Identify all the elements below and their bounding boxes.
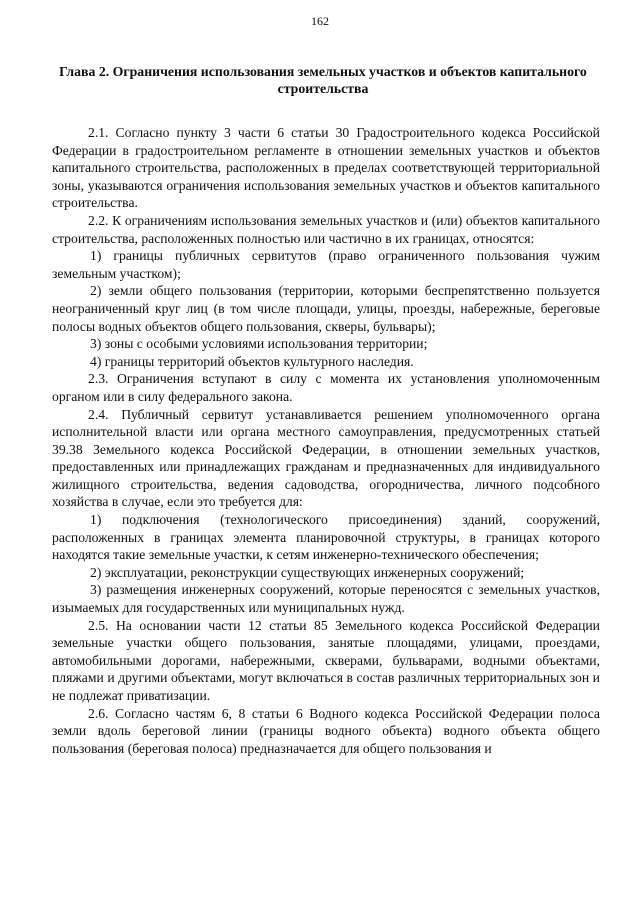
page-number: 162 (311, 14, 329, 28)
paragraph-2-1: 2.1. Согласно пункту 3 части 6 статьи 30 Градостроительного кодекса Российской Федерации в градостроительном регламенте в отношении земельных участков и объектов капитального строительства, расположенных в пределах соответствующей территориальной зоны, указываются ограничения использования земельных участков и объектов капитального строительства. (52, 125, 600, 211)
chapter-title: Глава 2. Ограничения использования земельных участков и объектов капитального строительства (59, 64, 587, 96)
list-item-2-4-1: 1) подключения (технологического присоединения) зданий, сооружений, расположенных в границах элемента планировочной структуры, в границах которого находятся такие земельные участки, к сетям инженерно-технического обеспечения; (52, 512, 600, 563)
list-item-2-2-2: 2) земли общего пользования (территории, которыми беспрепятственно пользуется неограниченный круг лиц (в том числе площади, улицы, проезды, набережные, береговые полосы водных объектов общего пользования, скверы, бульвары); (52, 283, 600, 334)
list-item-2-2-4: 4) границы территорий объектов культурного наследия. (90, 353, 414, 369)
paragraph-2-6: 2.6. Согласно частям 6, 8 статьи 6 Водного кодекса Российской Федерации полоса земли вдоль береговой линии (границы водного объекта) водного объекта общего пользования (береговая полоса) предназначается для общего пользования и (52, 705, 600, 756)
document-body (52, 124, 600, 757)
list-item-2-2-1: 1) границы публичных сервитутов (право ограниченного пользования чужим земельным участком); (52, 248, 600, 281)
paragraph-2-2: 2.2. К ограничениям использования земельных участков и (или) объектов капитального строительства, расположенных полностью или частично в их границах, относятся: (52, 212, 600, 246)
paragraph-2-4: 2.4. Публичный сервитут устанавливается решением уполномоченного органа исполнительной власти или органа местного самоуправления, предусмотренных статьей 39.38 Земельного кодекса Российской Федерации, в отношении земельных участков, предоставленных или принадлежащих гражданам и предназначенных для индивидуального жилищного строительства, ведения садоводства, огородничества, личного подсобного хозяйства в случае, если это требуется для: (52, 406, 600, 510)
paragraph-2-5: 2.5. На основании части 12 статьи 85 Земельного кодекса Российской Федерации земельные участки общего пользования, занятые площадями, улицами, проездами, автомобильными дорогами, набережными, скверами, бульварами, водными объектами, пляжами и другими объектами, могут включаться в состав различных территориальных зон и не подлежат приватизации. (52, 617, 600, 703)
list-item-2-4-3: 3) размещения инженерных сооружений, которые переносятся с земельных участков, изымаемых для государственных или муниципальных нужд. (52, 582, 600, 616)
list-item-2-2-3: 3) зоны с особыми условиями использования территории; (90, 336, 428, 352)
paragraph-2-3: 2.3. Ограничения вступают в силу с момента их установления уполномоченным органом или в силу федерального закона. (52, 371, 600, 404)
list-item-2-4-2: 2) эксплуатации, реконструкции существующих инженерных сооружений; (90, 564, 525, 580)
